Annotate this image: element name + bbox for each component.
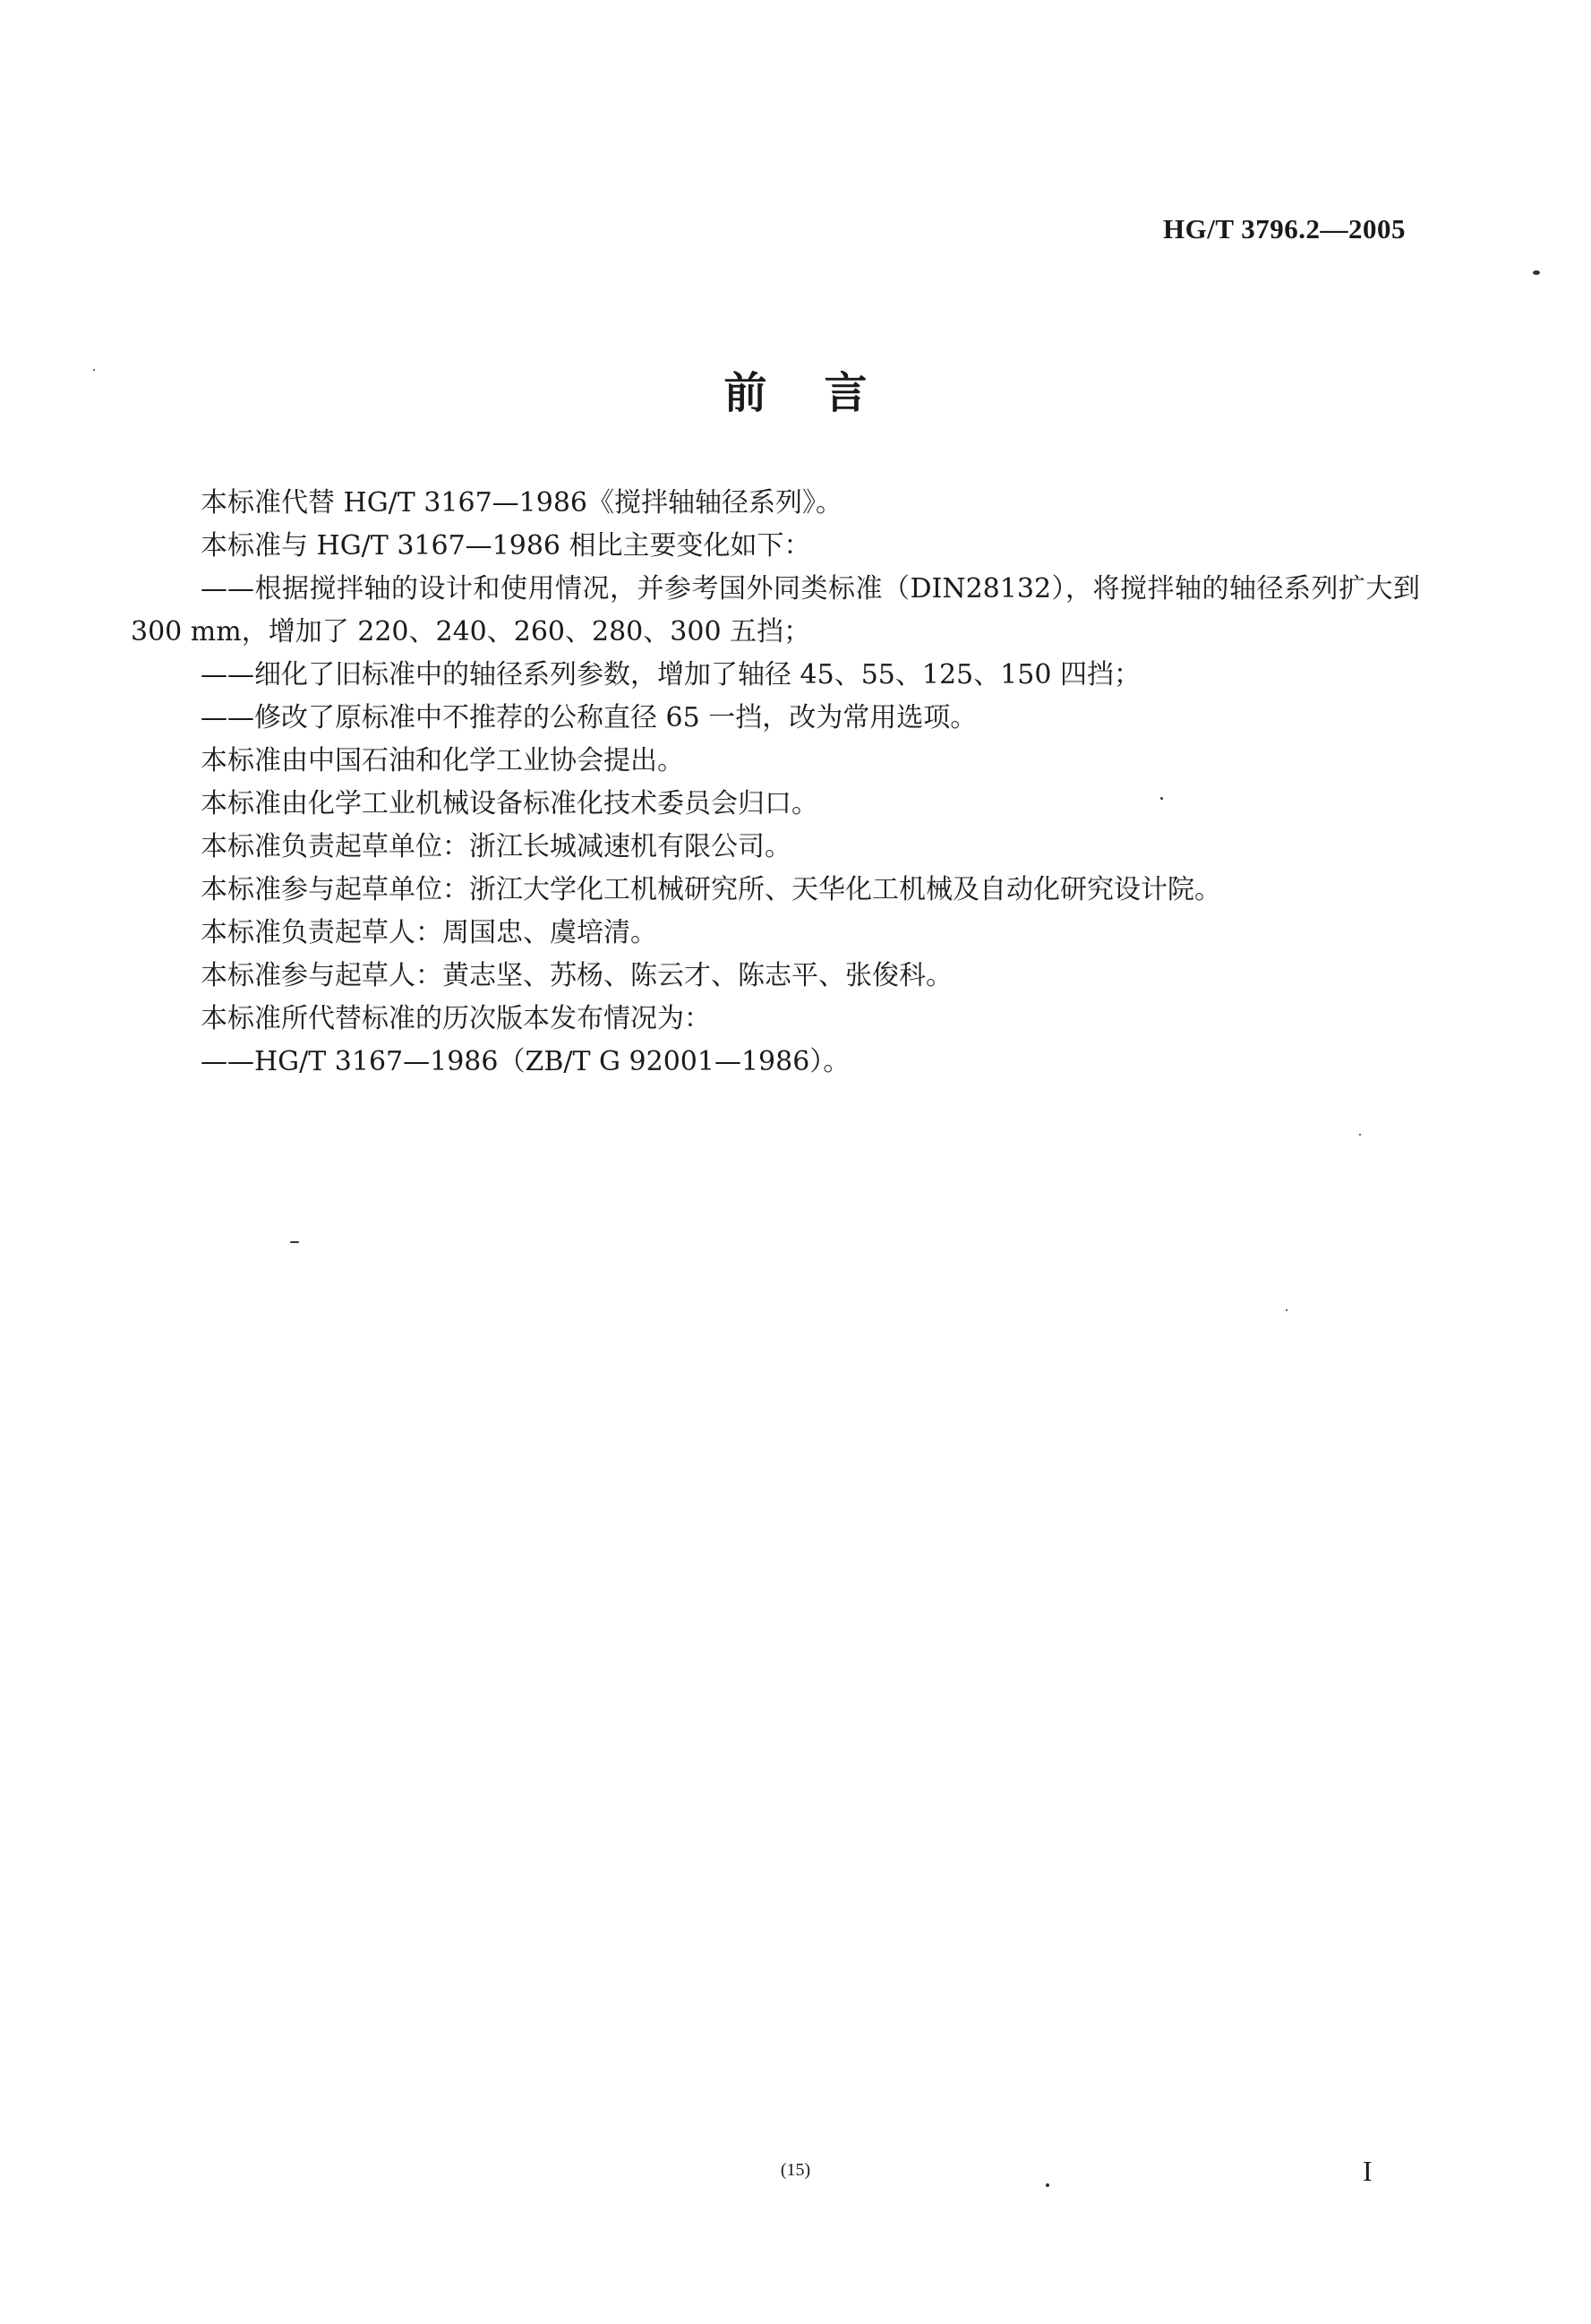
- paragraph: 本标准由化学工业机械设备标准化技术委员会归口。: [201, 788, 818, 819]
- scan-speck: [1160, 797, 1163, 800]
- paragraph: 本标准由中国石油和化学工业协会提出。: [201, 745, 684, 776]
- paragraph: ——细化了旧标准中的轴径系列参数，增加了轴径 45、55、125、150 四挡；: [201, 659, 1141, 690]
- paragraph: 本标准与 HG/T 3167—1986 相比主要变化如下：: [201, 530, 811, 562]
- paragraph: ——根据搅拌轴的设计和使用情况，并参考国外同类标准（DIN28132），将搅拌轴的轴径系列扩大到 300 mm，增加了 220、240、260、280、300 五挡；: [131, 573, 1420, 647]
- paragraph: ——HG/T 3167—1986（ZB/T G 92001—1986）。: [201, 1046, 851, 1077]
- scan-speck: [1533, 270, 1540, 275]
- roman-page-number: I: [1363, 2155, 1373, 2187]
- paragraph: 本标准负责起草单位：浙江长城减速机有限公司。: [201, 831, 791, 862]
- page-title: 前言: [723, 368, 925, 418]
- paragraph: 本标准所代替标准的历次版本发布情况为：: [201, 1003, 711, 1034]
- scan-speck: [93, 369, 95, 371]
- paragraph: 本标准负责起草人：周国忠、虞培清。: [201, 917, 657, 948]
- scan-speck: [1286, 1309, 1287, 1311]
- scan-speck: [290, 1241, 299, 1243]
- scan-speck: [1046, 2183, 1049, 2187]
- paragraph: 本标准参与起草人：黄志坚、苏杨、陈云才、陈志平、张俊科。: [201, 960, 953, 991]
- paragraph: 本标准代替 HG/T 3167—1986《搅拌轴轴径系列》。: [201, 487, 843, 519]
- scan-speck: [1359, 1134, 1361, 1136]
- page-number: (15): [780, 2160, 811, 2180]
- standard-number: HG/T 3796.2—2005: [1163, 213, 1406, 244]
- paragraph: ——修改了原标准中不推荐的公称直径 65 一挡，改为常用选项。: [201, 702, 978, 733]
- paragraph: 本标准参与起草单位：浙江大学化工机械研究所、天华化工机械及自动化研究设计院。: [201, 874, 1221, 905]
- foreword-body: [131, 482, 1420, 1084]
